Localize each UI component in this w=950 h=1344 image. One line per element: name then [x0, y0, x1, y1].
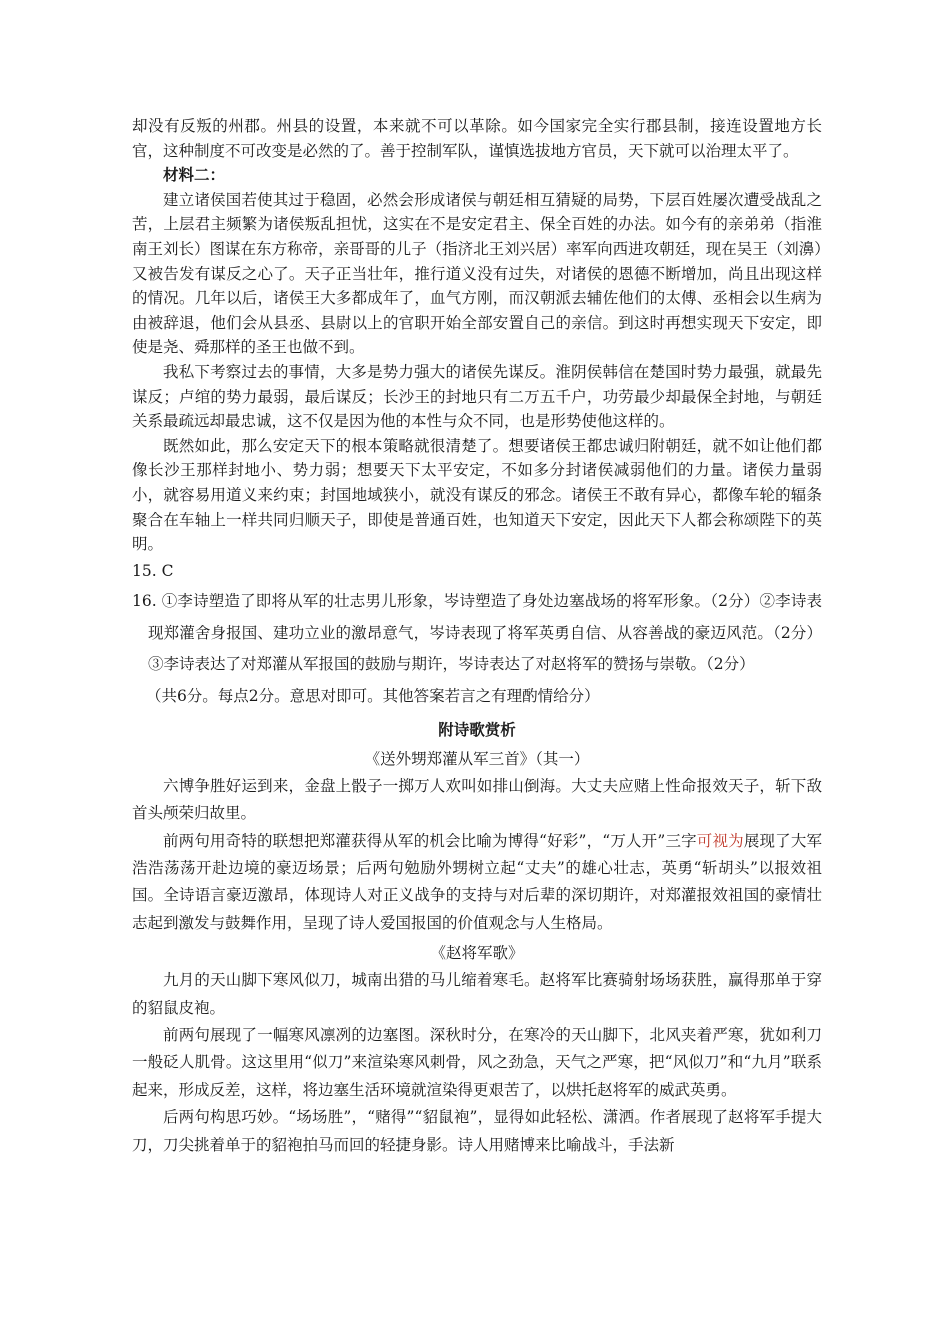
poem1-translation: 六博争胜好运到来，金盘上骰子一掷万人欢叫如排山倒海。大丈夫应赌上性命报效天子，斩下敌首头颅荣归故里。	[132, 776, 822, 823]
paragraph-material1-end: 却没有反叛的州郡。州县的设置，本来就不可以革除。如今国家完全实行郡县制，接连设置地方长官，这种制度不可改变是必然的了。善于控制军队，谨慎选拔地方官员，天下就可以治理太平了。	[132, 117, 822, 160]
poem1-title: 《送外甥郑灌从军三首》（其一）	[364, 749, 590, 768]
poem2-analysis-2: 后两句构思巧妙。“场场胜”，“赌得”“貂鼠袍”，显得如此轻松、潇洒。作者展现了赵将军手提大刀，刀尖挑着单于的貂袍拍马而回的轻捷身影。诗人用赌博来比喻战斗，手法新	[132, 1108, 822, 1154]
answer-q16-note: （共6分。每点2分。意思对即可。其他答案若言之有理酌情给分）	[145, 686, 600, 705]
poem1-analysis-part2: 展现了大军浩浩荡荡开赴边境的豪迈场景；后两句勉励外甥树立起“丈夫”的雄心壮志，英勇“斩胡头”以报效祖国。全诗语言豪迈激昂，体现诗人对正义战争的支持与对后辈的深切期许，对郑灌报效祖国的豪情壮志起到激发与鼓舞作用，呈现了诗人爱国报国的价值观念与人生格局。	[132, 831, 822, 932]
poem2-translation: 九月的天山脚下寒风似刀，城南出猎的马儿缩着寒毛。赵将军比赛骑射场场获胜，赢得那单于穿的貂鼠皮袍。	[132, 971, 822, 1017]
poem2-analysis-1: 前两句展现了一幅寒风凛冽的边塞图。深秋时分，在寒冷的天山脚下，北风夹着严寒，犹如利刀一般砭人肌骨。这这里用“似刀”来渲染寒风刺骨，风之劲急，天气之严寒，把“风似刀”和“九月”联系起来，形成反差，这样，将边塞生活环境就渲染得更艰苦了，以烘托赵将军的威武英勇。	[132, 1026, 822, 1099]
poem1-analysis	[132, 828, 822, 938]
material2-heading: 材料二：	[163, 165, 226, 185]
poem1-analysis-highlight: 可视为	[696, 831, 744, 850]
paragraph-material2-1: 建立诸侯国若使其过于稳固，必然会形成诸侯与朝廷相互猜疑的局势，下层百姓屡次遭受战乱之苦，上层君主频繁为诸侯叛乱担忧，这实在不是安定君主、保全百姓的办法。如今有的亲弟弟（指淮南王刘长）图谋在东方称帝，亲哥哥的儿子（指济北王刘兴居）率军向西进攻朝廷，现在吴王（刘濞）又被告发有谋反之心了。天子正当壮年，推行道义没有过失，对诸侯的恩德不断增加，尚且出现这样的情况。几年以后，诸侯王大多都成年了，血气方刚，而汉朝派去辅佐他们的太傅、丞相会以生病为由被辞退，他们会从县丞、县尉以上的官职开始全部安置自己的亲信。到这时再想实现天下安定，即使是尧、舜那样的圣王也做不到。	[132, 190, 822, 357]
poem1-analysis-part1: 前两句用奇特的联想把郑灌获得从军的机会比喻为博得“好彩”，“万人开”三字	[163, 831, 697, 850]
poem2-title: 《赵将军歌》	[430, 944, 524, 963]
answer-q16: 16. ①李诗塑造了即将从军的壮志男儿形象，岑诗塑造了身处边塞战场的将军形象。（2分）②李诗表现郑灌舍身报国、建功立业的激昂意气，岑诗表现了将军英勇自信、从容善战的豪迈风范。（2分）③李诗表达了对郑灌从军报国的鼓励与期许，岑诗表达了对赵将军的赞扬与崇敬。（2分）	[132, 592, 822, 674]
appendix-title: 附诗歌赏析	[438, 719, 516, 739]
answer-q15: 15. C	[132, 561, 174, 580]
paragraph-material2-3: 既然如此，那么安定天下的根本策略就很清楚了。想要诸侯王都忠诚归附朝廷，就不如让他们都像长沙王那样封地小、势力弱；想要天下太平安定，不如多分封诸侯减弱他们的力量。诸侯力量弱小，就容易用道义来约束；封国地域狭小，就没有谋反的邪念。诸侯王不敢有异心，都像车轮的辐条聚合在车轴上一样共同归顺天子，即使是普通百姓，也知道天下安定，因此天下人都会称颂陛下的英明。	[132, 436, 822, 554]
document-content	[132, 114, 822, 1159]
paragraph-material2-2: 我私下考察过去的事情，大多是势力强大的诸侯先谋反。淮阴侯韩信在楚国时势力最强，就最先谋反；卢绾的势力最弱，最后谋反；长沙王的封地只有二万五千户，功劳最少却最保全封地，与朝廷关系最疏远却最忠诚，这不仅是因为他的本性与众不同，也是形势使他这样的。	[132, 362, 822, 431]
